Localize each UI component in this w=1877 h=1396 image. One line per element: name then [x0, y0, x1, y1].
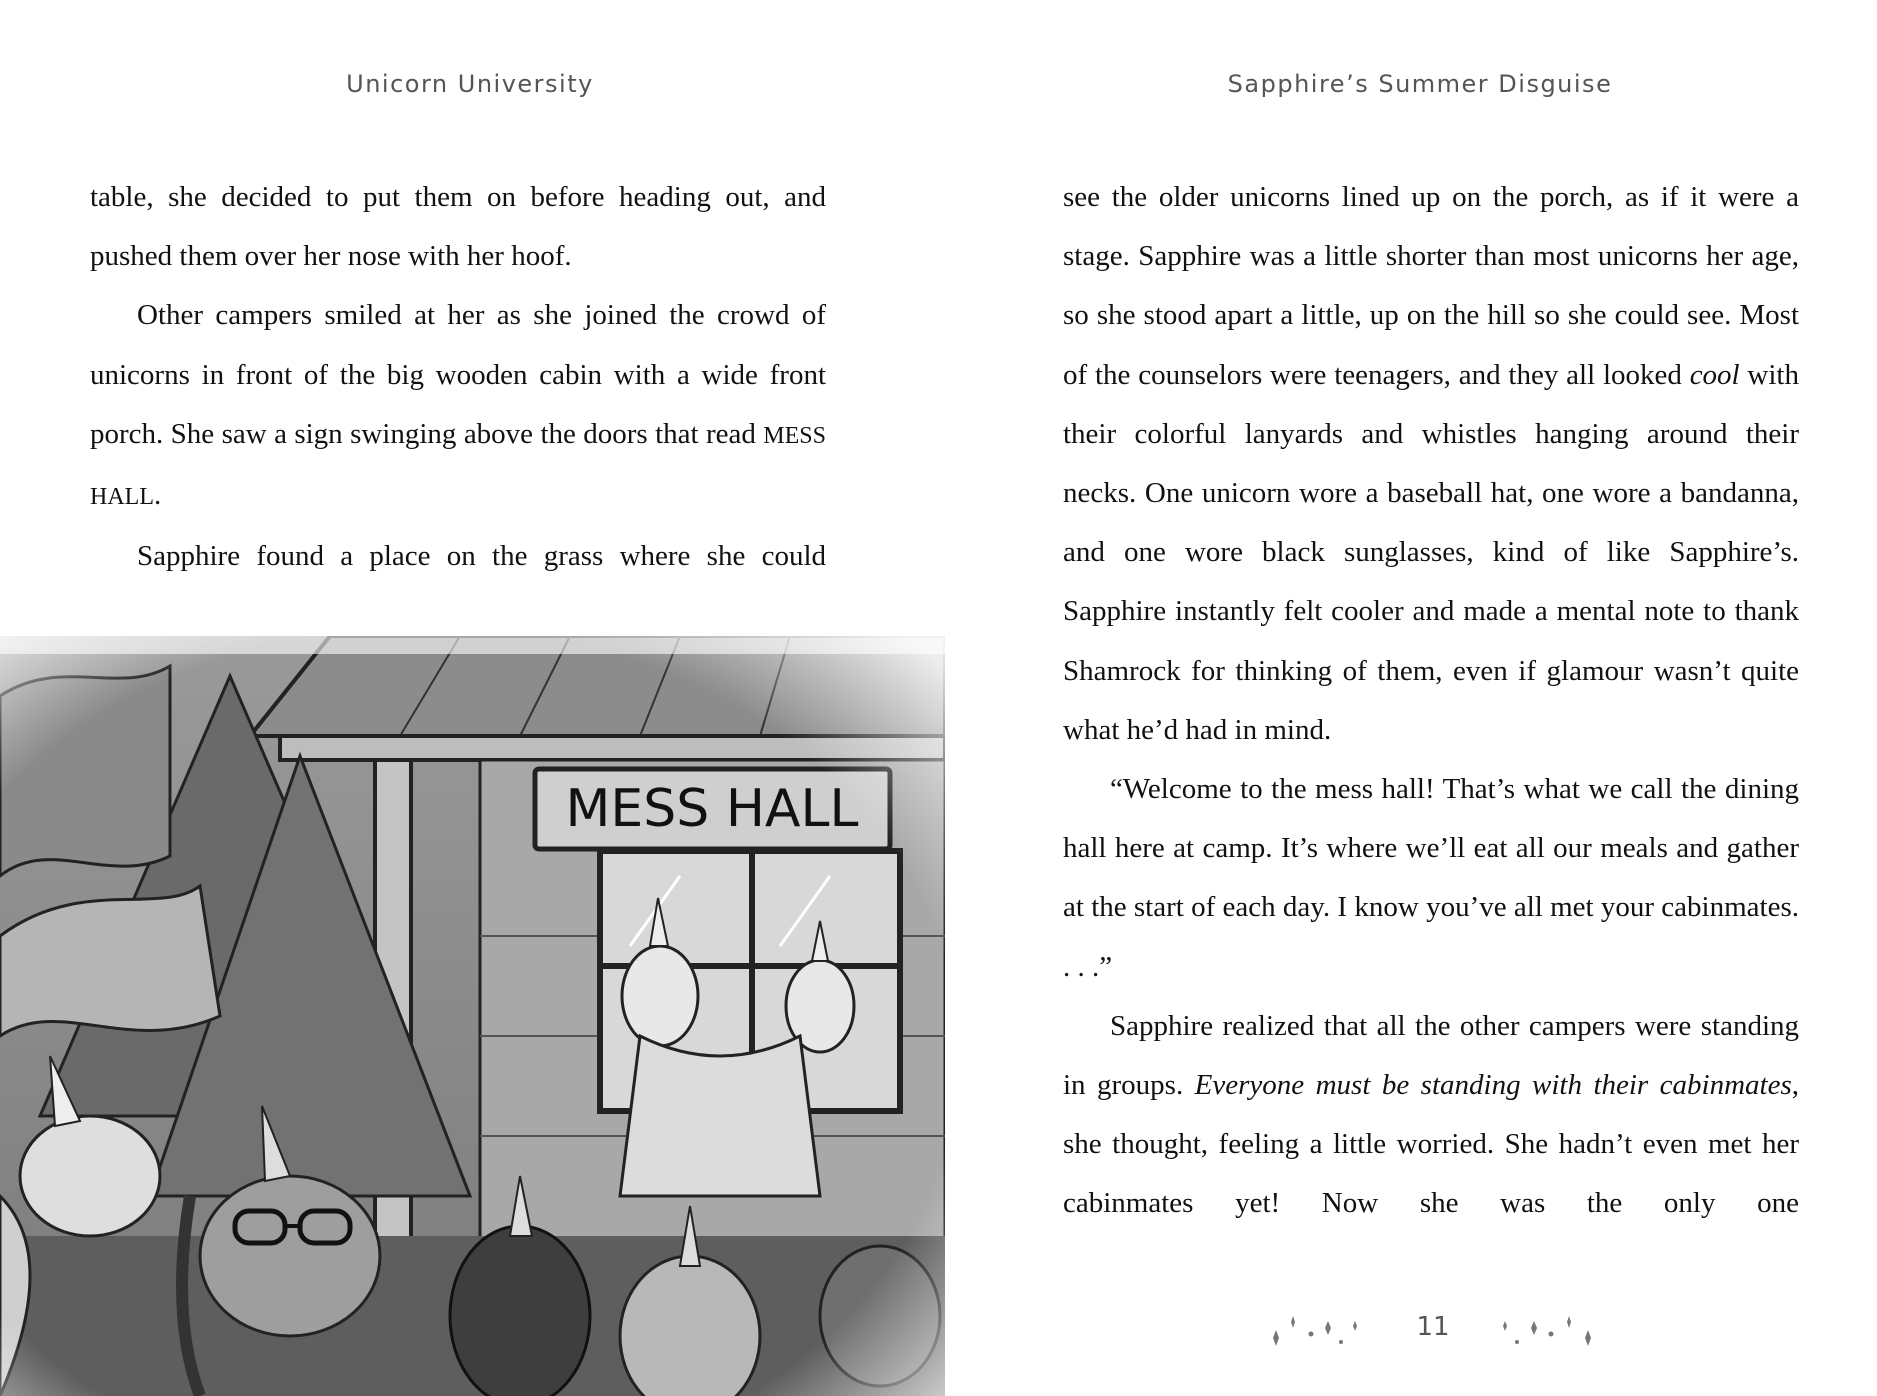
sparkle-ornament-right-icon [1493, 1308, 1603, 1358]
paragraph-text: with their colorful lanyards and whistles hanging around their necks. One unicorn wore a baseball hat, one wore a bandanna, and one wore black sunglasses, kind of like Sapphire’s. Sapphire instantly felt cooler and made a mental note to thank Shamrock for thinking of them, even if glamour wasn’t quite what he’d had in mind. [1063, 358, 1799, 746]
paragraph [90, 286, 826, 527]
paragraph-text: Sapphire realized that all the other campers were standing in groups. [1063, 1009, 1799, 1102]
sign-name-smallcaps: MESS HALL [90, 422, 826, 511]
paragraph-text: see the older unicorns lined up on the porch, as if it were a stage. Sapphire was a little shorter than most unicorns her age, so she stood apart a little, up on the hill so she could see. Most of the counselors were teenagers, and they all looked [1063, 181, 1799, 391]
paragraph: Sapphire found a place on the grass where she could [137, 540, 826, 573]
paragraph-text: , she thought, feeling a little worried. She hadn’t even met her cabinmates yet! Now she was the only one [1063, 1069, 1800, 1220]
paragraph-text: . [153, 479, 162, 512]
paragraph [1063, 168, 1799, 760]
left-page-text [90, 168, 826, 586]
page-footer [1263, 1308, 1603, 1358]
mess-hall-illustration [0, 636, 945, 1396]
paragraph: “Welcome to the mess hall! That’s what we call the dining hall here at camp. It’s where we’ll eat all our meals and gather at the start of each day. I know you’ve all met your cabinmates. . . .” [1063, 773, 1799, 983]
sparkle-ornament-left-icon [1263, 1308, 1373, 1358]
running-head-right: Sapphire’s Summer Disguise [1227, 70, 1613, 98]
right-page-text [1063, 168, 1799, 1234]
paragraph-text: Other campers smiled at her as she joined the crowd of unicorns in front of the big wooden cabin with a wide front porch. She saw a sign swinging above the doors that read [90, 299, 826, 450]
emphasis: Everyone must be standing with their cabinmates [1194, 1069, 1792, 1102]
page-number: 11 [1416, 1312, 1450, 1342]
paragraph [1063, 997, 1799, 1234]
running-head-left: Unicorn University [346, 70, 594, 98]
emphasis: cool [1689, 358, 1740, 391]
paragraph: table, she decided to put them on before heading out, and pushed them over her nose with her hoof. [90, 181, 826, 273]
